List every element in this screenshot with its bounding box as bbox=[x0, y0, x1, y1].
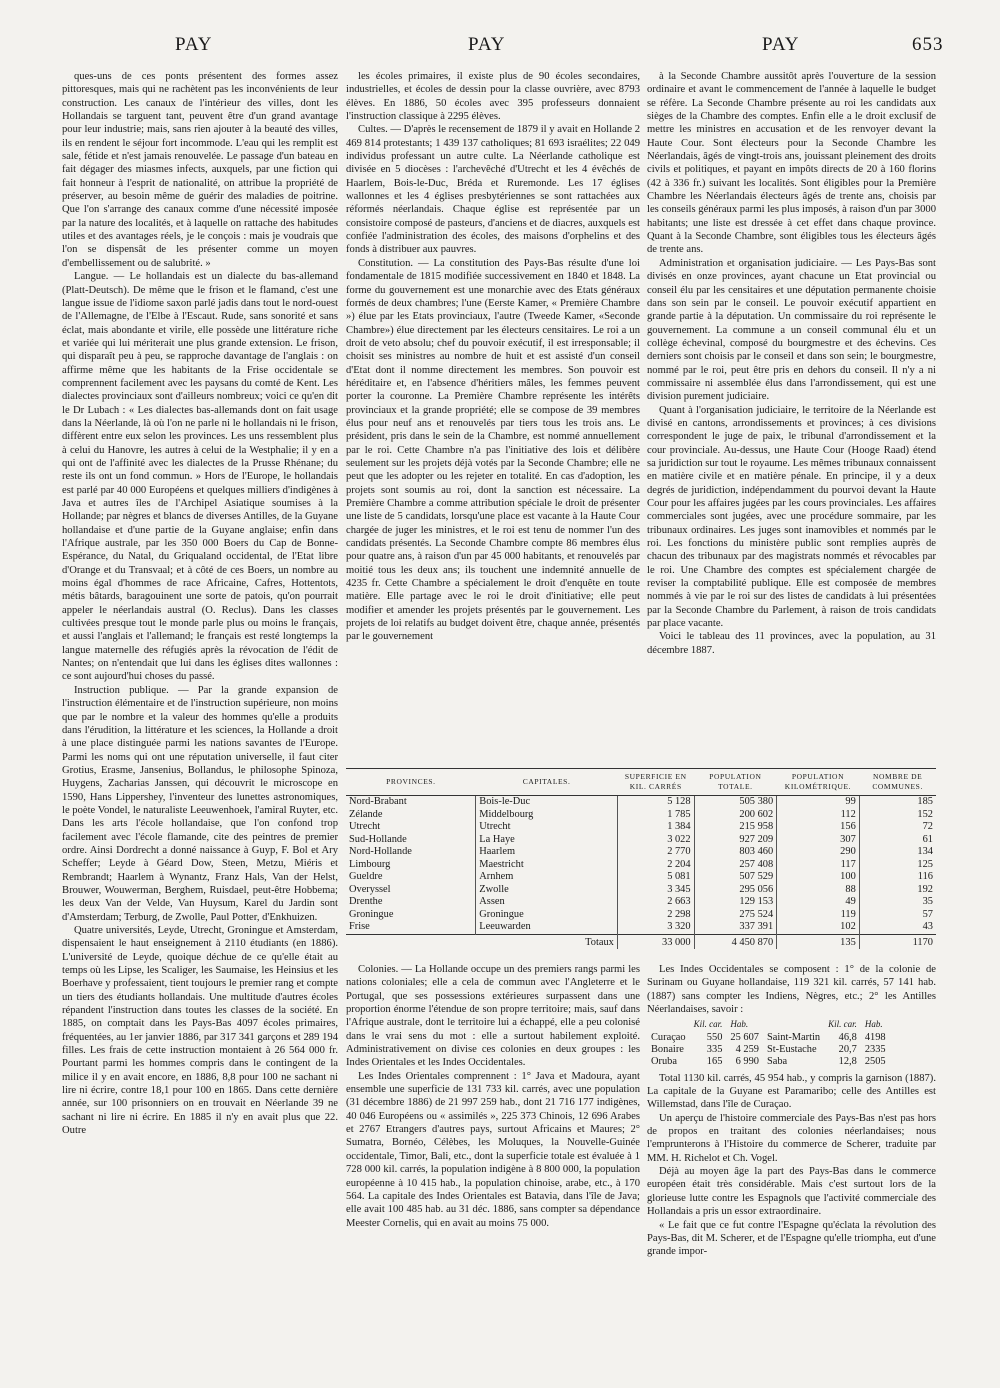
province-cell: Nord-Hollande bbox=[349, 846, 412, 857]
provinces-table bbox=[346, 768, 936, 949]
number-cell: 4198 bbox=[864, 1031, 886, 1043]
number-cell: 102 bbox=[777, 921, 860, 934]
number-cell: 550 bbox=[706, 1031, 723, 1043]
number-cell: 1 785 bbox=[617, 809, 694, 822]
number-cell: 12,8 bbox=[838, 1055, 857, 1067]
table-row bbox=[346, 896, 936, 909]
paragraph: Déjà au moyen âge la part des Pays-Bas dans le commerce européen était très considérable. Mais c'est surtout lors de la glorieuse lutte contre les Espagnols que l'activité commerciale des Hollandais a pris un essor extraordinaire. bbox=[647, 1166, 936, 1218]
number-cell: 112 bbox=[777, 809, 860, 822]
number-cell: 295 056 bbox=[694, 884, 777, 897]
island-cell: Saba bbox=[766, 1055, 788, 1067]
table-header: Hab. bbox=[864, 1019, 883, 1030]
number-cell: 307 bbox=[777, 834, 860, 847]
table-row bbox=[346, 884, 936, 897]
capital-cell: Zwolle bbox=[476, 884, 618, 897]
paragraph: Constitution. — La constitution des Pays-Bas résulte d'une loi fondamentale de 1815 modifiée successivement en 1840 et 1848. La forme du gouvernement est une monarchie avec des Etats généraux formés de deux chambres; l'une (Eerste Kamer, « Première Chambre ») élue par les Etats provinciaux, l'autre (Tweede Kamer, «Seconde Chambre») élue directement par les électeurs censitaires. Le roi a un droit de veto absolu; chef du pouvoir exécutif, il est irresponsable; il choisit ses ministres au nombre de huit et est assisté d'un conseil d'Etat dont il nomme directement les membres. Son pouvoir est héréditaire et, en l'absence d'héritiers mâles, les femmes peuvent porter la couronne. La Première Chambre représente les intérêts provinciaux et la grande propriété; elle se compose de 39 membres élus pour neuf ans et renouvelés par tiers tous les trois ans. Le président, pris dans le sein de la Chambre, est nommé annuellement par le roi. Cette Chambre n'a pas l'initiative des lois et délibère seulement sur les projets déjà votés par la Seconde Chambre; elle ne peut que les adopter ou les rejeter en totalité. En cas d'adoption, les projets sont soumis au roi, dont la sanction est nécessaire. La Première Chambre a comme attribution spéciale le droit de présenter une liste de 5 candidats, lorsqu'une place est vacante à la Haute Cour chargée de juger les ministres, et le roi est tenu de nommer l'un des candidats présentés. La Seconde Chambre compte 86 membres élus pour quatre ans, à raison d'un par 45 000 habitants, et renouvelés par moitié tous les deux ans; ils touchent une indemnité annuelle de 4235 fr. Cette Chambre a spécialement le droit d'enquête en toute matière. Elle partage avec le roi le droit d'initiative; elle peut modifier et amender les projets présentés par le gouvernement. Les projets de loi relatifs au budget doivent être, chaque année, présentés par le gouvernement bbox=[346, 257, 640, 643]
running-head-left: PAY bbox=[175, 34, 213, 55]
number-cell: 505 380 bbox=[694, 796, 777, 809]
capital-cell: Utrecht bbox=[476, 821, 618, 834]
antilles-table bbox=[647, 1018, 890, 1067]
capital-cell: Maestricht bbox=[476, 859, 618, 872]
paragraph: Quant à l'organisation judiciaire, le territoire de la Néerlande est divisé en cantons, arrondissements et provinces; à ces divisions correspondent le juge de paix, le tribunal d'arrondissement et la cour provinciale. Au-dessus, une Haute Cour (Hooge Raad) étend sa juridiction sur tout le royaume. Les mêmes tribunaux connaissent en matière civile et en matière pénale. En principe, il y a deux degrés de juridiction, indépendamment du pourvoi devant la Haute Cour pour les affaires jugées par les cours provinciales. Les affaires commerciales sont jugées, avec une procédure sommaire, par les tribunaux ordinaires. Les juges sont inamovibles et nommés par le roi. Les fonctions du ministère public sont remplies auprès de chacun des tribunaux par des magistrats nommés et révocables par le roi. Une Chambre des comptes est spécialement chargée de reviser la comptabilité publique. Elle est composée de membres nommés à vie par le roi sur des listes de candidats à lui présentées par la Seconde Chambre du Parlement, à raison de trois candidats par place vacante. bbox=[647, 404, 936, 630]
table-row bbox=[346, 821, 936, 834]
table-header: CAPITALES. bbox=[476, 769, 618, 796]
number-cell: 119 bbox=[777, 909, 860, 922]
table-header: SUPERFICIE EN KIL. CARRÉS bbox=[617, 769, 694, 796]
number-cell: 337 391 bbox=[694, 921, 777, 934]
number-cell: 3 320 bbox=[617, 921, 694, 934]
province-cell: Groningue bbox=[349, 908, 394, 920]
number-cell: 185 bbox=[859, 796, 936, 809]
paragraph: Les Indes Orientales comprennent : 1° Java et Madoura, ayant ensemble une superficie de 131 733 kil. carrés, avec une population (31 décembre 1886) de 21 997 259 hab., dont 21 716 177 indigènes, 40 046 Européens ou « assimilés », 225 373 Chinois, 12 696 Arabes et 2767 Etrangers d'autres pays, surtout Africains et Maures; 2° Sumatra, Bornéo, Célèbes, les Moluques, la Nouvelle-Guinée occidentale, Timor, Bali, etc., dont la superficie totale est évaluée à 1 728 000 kil. carrés, la population indigène à 8 800 000, la population européenne à 10 415 hab., la population chinoise, arabe, etc., à 170 564. La capitale des Indes Orientales est Batavia, dans l'île de Java; elle avait 100 485 hab. au 31 déc. 1886, sans compter sa dépendance Meester Cornelis, qui en avait au moins 75 000. bbox=[346, 1070, 640, 1229]
number-cell: 5 128 bbox=[617, 796, 694, 809]
capital-cell: Groningue bbox=[476, 909, 618, 922]
number-cell: 2 204 bbox=[617, 859, 694, 872]
island-cell: Bonaire bbox=[651, 1043, 684, 1055]
number-cell: 2 770 bbox=[617, 846, 694, 859]
column-middle bbox=[346, 70, 640, 745]
province-cell: Sud-Hollande bbox=[349, 833, 407, 845]
paragraph: à la Seconde Chambre aussitôt après l'ouverture de la session ordinaire et avant le commencement de l'année à laquelle le budget se réfère. La Seconde Chambre présente au roi les candidats aux sièges de la Chambre des comptes. Enfin elle a le droit exclusif de mettre les ministres en accusation et de les renvoyer devant la Haute Cour. Sont électeurs pour la Seconde Chambre les Néerlandais, âgés de vingt-trois ans, jouissant pleinement des droits civils et politiques, et payant en impôts directs de 20 à 160 florins (42 à 336 fr.) suivant les localités. Sont éligibles pour la Première Chambre les Néerlandais électeurs âgés de trente ans, choisis par les conseils généraux parmi les plus imposés, à raison d'un par 3000 habitants; une liste est dressée à cet effet dans chaque province. Quant à la Seconde Chambre, sont éligibles tous les électeurs âgés de trente ans. bbox=[647, 71, 936, 256]
province-cell: Utrecht bbox=[349, 821, 381, 832]
number-cell: 25 607 bbox=[730, 1031, 759, 1043]
number-cell: 803 460 bbox=[694, 846, 777, 859]
paragraph: Administration et organisation judiciaire. — Les Pays-Bas sont divisés en onze provinces, ayant chacune un Etat provincial ou conseil élu par les censitaires et une députation permanente choisie dans son sein par le conseil. Le pouvoir exécutif appartient en grande partie à la députation. Un commissaire du roi représente le gouvernement. La commune a un conseil communal élu et un collège échevinal, composé du bourgmestre et des échevins. Ces derniers sont choisis par le conseil et dans son sein; le bourgmestre, nommé par le roi, peut être pris en dehors du conseil. Il n'y a ni commissaire ni assemblée élus dans l'arrondissement, qui est une division purement judiciaire. bbox=[647, 257, 936, 403]
paragraph: Voici le tableau des 11 provinces, avec la population, au 31 décembre 1887. bbox=[647, 631, 936, 656]
number-cell: 4 259 bbox=[735, 1043, 759, 1055]
column-left bbox=[62, 70, 338, 1370]
number-cell: 117 bbox=[777, 859, 860, 872]
paragraph: Les Indes Occidentales se composent : 1° de la colonie de Surinam ou Guyane hollandaise, 119 321 kil. carrés, 57 141 hab. (1887) sans compter les Indiens, Nègres, etc.; 2° les Antilles Néerlandaises, savoir : bbox=[647, 964, 936, 1016]
table-row bbox=[346, 809, 936, 822]
table-header: PROVINCES. bbox=[346, 769, 476, 796]
table-header: Kil. car. bbox=[828, 1019, 857, 1030]
capital-cell: Leeuwarden bbox=[476, 921, 618, 934]
number-cell: 35 bbox=[859, 896, 936, 909]
table-header: POPULATION TOTALE. bbox=[694, 769, 777, 796]
number-cell: 5 081 bbox=[617, 871, 694, 884]
province-cell: Drenthe bbox=[349, 896, 383, 907]
number-cell: 2335 bbox=[864, 1043, 886, 1055]
column-middle-lower bbox=[346, 963, 640, 1363]
paragraph: Colonies. — La Hollande occupe un des premiers rangs parmi les nations coloniales; elle a cela de commun avec l'Angleterre et le Portugal, que ses possessions extérieures surpassent dans une proportion énorme l'étendue de son propre territoire; mais, sauf dans l'Afrique australe, dont le territoire lui a échappé, elle a peu colonisé dans le vrai sens du mot : elle a surtout habilement exploité. Administrativement on divise ces colonies en deux groupes : les Indes Orientales et les Indes Occidentales. bbox=[346, 964, 640, 1069]
number-cell: 72 bbox=[859, 821, 936, 834]
paragraph: ques-uns de ces ponts présentent des formes assez pittoresques, mais qui ne rachètent pas les inconvénients de leur construction. Les canaux de l'intérieur des villes, dont les Hollandais se targuent tant, peuvent être d'un grand avantage pour leur industrie; mais, sans rien ajouter à la beauté des villes, ils en rendent le séjour fort incommode. L'eau qui les remplit est sale, fétide et n'est jamais renouvelée. Le passage d'un bateau en fait dégager des miasmes infects, auxquels, par une fiction qui fait honneur à l'esprit de nationalité, on attribue la propriété de préserver, au besoin même de guérir des maladies de poitrine. Que l'on s'arrange des canaux comme d'une nécessité imposée par la nature des localités, et à laquelle on rattache des habitudes utiles et des avantages réels, je le conçois : mais je voudrais que l'on se dispensât de les présenter comme un moyen d'embellissement ou de salubrité. » bbox=[62, 71, 338, 269]
total-cell: 4 450 870 bbox=[694, 934, 777, 949]
number-cell: 116 bbox=[859, 871, 936, 884]
running-head-middle: PAY bbox=[468, 34, 506, 55]
total-cell: 135 bbox=[777, 934, 860, 949]
number-cell: 257 408 bbox=[694, 859, 777, 872]
table-row bbox=[346, 909, 936, 922]
paragraph: « Le fait que ce fut contre l'Espagne qu'éclata la révolution des Pays-Bas, dit M. Scherer, et de l'Espagne qu'elle triompha, eut d'une grande impor- bbox=[647, 1219, 936, 1258]
table-row bbox=[346, 846, 936, 859]
province-cell: Frise bbox=[349, 921, 370, 932]
page-number: 653 bbox=[912, 34, 944, 55]
running-head-right: PAY bbox=[762, 34, 800, 55]
number-cell: 215 958 bbox=[694, 821, 777, 834]
table-row bbox=[346, 871, 936, 884]
island-cell: Oruba bbox=[651, 1055, 677, 1067]
number-cell: 507 529 bbox=[694, 871, 777, 884]
table-header: NOMBRE DE COMMUNES. bbox=[859, 769, 936, 796]
table-total-row bbox=[346, 934, 936, 949]
number-cell: 88 bbox=[777, 884, 860, 897]
province-cell: Zélande bbox=[349, 808, 383, 820]
paragraph: Un aperçu de l'histoire commerciale des Pays-Bas n'est pas hors de propos en traitant des colonies néerlandaises; nous l'emprunterons à l'Histoire du commerce de Scherer, traduite par MM. H. Richelot et Ch. Vogel. bbox=[647, 1112, 936, 1164]
island-cell: Saint-Martin bbox=[766, 1031, 821, 1043]
table-header-row bbox=[346, 769, 936, 796]
table-header: Hab. bbox=[730, 1019, 749, 1030]
province-cell: Limbourg bbox=[349, 858, 391, 870]
capital-cell: Arnhem bbox=[476, 871, 618, 884]
island-cell: St-Eustache bbox=[766, 1043, 817, 1055]
number-cell: 99 bbox=[777, 796, 860, 809]
number-cell: 927 209 bbox=[694, 834, 777, 847]
number-cell: 46,8 bbox=[838, 1031, 857, 1043]
paragraph: Cultes. — D'après le recensement de 1879 il y avait en Hollande 2 469 814 protestants; 1 439 137 catholiques; 81 693 israélites; 22 049 individus professant un autre culte. La Néerlande catholique est divisée en 5 diocèses : l'archevêché d'Utrecht et les 4 évêchés de Haarlem, Bois-le-Duc, Bréda et Ruremonde. Les 17 églises wallonnes et les 4 églises presbytériennes se sont rattachées aux réformés néerlandais. Chaque église est représentée par un consistoire composé de pasteurs, d'anciens et de diacres, auxquels est confiée l'administration des écoles, des maisons d'orphelins et des fonds à distribuer aux pauvres. bbox=[346, 124, 640, 256]
number-cell: 2505 bbox=[864, 1055, 886, 1067]
table-row bbox=[346, 921, 936, 934]
number-cell: 49 bbox=[777, 896, 860, 909]
table-header: Kil. car. bbox=[693, 1019, 723, 1030]
number-cell: 2 298 bbox=[617, 909, 694, 922]
number-cell: 134 bbox=[859, 846, 936, 859]
province-cell: Nord-Brabant bbox=[349, 796, 407, 807]
capital-cell: Haarlem bbox=[476, 846, 618, 859]
number-cell: 152 bbox=[859, 809, 936, 822]
column-right-lower bbox=[647, 963, 936, 1363]
total-label: Totaux bbox=[476, 934, 618, 949]
number-cell: 335 bbox=[706, 1043, 723, 1055]
province-cell: Gueldre bbox=[349, 871, 383, 882]
table-header-row bbox=[647, 1018, 890, 1031]
capital-cell: Assen bbox=[476, 896, 618, 909]
table-header: POPULATION KILOMÉTRIQUE. bbox=[777, 769, 860, 796]
table-header bbox=[647, 1018, 690, 1031]
table-cell bbox=[346, 934, 476, 949]
number-cell: 57 bbox=[859, 909, 936, 922]
paragraph: Total 1130 kil. carrés, 45 954 hab., y compris la garnison (1887). La capitale de la Guyane est Paramaribo; celle des Antilles est Willemstad, dans l'île de Curaçao. bbox=[647, 1072, 936, 1111]
total-cell: 1170 bbox=[859, 934, 936, 949]
table-row bbox=[346, 859, 936, 872]
number-cell: 129 153 bbox=[694, 896, 777, 909]
capital-cell: La Haye bbox=[476, 834, 618, 847]
number-cell: 61 bbox=[859, 834, 936, 847]
paragraph: Langue. — Le hollandais est un dialecte du bas-allemand (Platt-Deutsch). De même que le frison et le flamand, c'est une langue issue de l'idiome saxon parlé jadis dans tout le nord-ouest de l'Allemagne, de l'Elbe à l'Escaut. Rude, sans sonorité et sans éclat, mais abondante et virile, elle possède une littérature riche et variée qui lui mériterait une plus grande extension. Le frison, qui disparaît peu à peu, se rapproche davantage de l'anglais : on affirme même que les habitants de la Frise occidentale se comprennent facilement avec les paysans du comté de Kent. Les dialectes provinciaux sont d'ailleurs nombreux; voici ce qu'en dit le Dr Lubach : « Les dialectes bas-allemands dont on fait usage dans la Néerlande, là où l'on ne parle ni le hollandais ni le frison, diffèrent entre eux selon les provinces. Les uns ressemblent plus à celui du Hanovre, les autres à celui de la Westphalie; il y en a qui ont de l'affinité avec les dialectes de la Prusse Rhénane; du reste ils ont un fond commun. » Hors de l'Europe, le hollandais est parlé par 40 000 Européens et quelques milliers d'indigènes à Java et autres îles de l'Archipel Asiatique soumises à la Hollande; par nègres et blancs de diverses Antilles, de la Guyane hollandaise et d'une partie de la Guyane anglaise; enfin dans l'Afrique australe, par les 350 000 Boers du Cap de Bonne-Espérance, du Natal, du Griqualand occidental, de l'Etat libre d'Orange et du Transvaal; et à côté de ces Boers, un nombre au moins égal d'hommes de race Africaine, Cafres, Hottentots, métis bâtards, baragouinent une sorte de patois, qu'on pourrait appeler le néerlandais austral (O. Reclus). Dans les classes cultivées presque tout le monde parle plus ou moins le français, et aussi l'anglais et l'allemand; le français est resté longtemps la langue maternelle des réfugiés après la révocation de l'édit de Nantes; on n'entendait que lui dans les églises dites wallonnes : ce sont aujourd'hui choses du passé. bbox=[62, 271, 338, 683]
table-row bbox=[346, 834, 936, 847]
paragraph: Quatre universités, Leyde, Utrecht, Groningue et Amsterdam, dispensaient le haut enseignement à 2110 étudiants (en 1886). L'université de Leyde, quoique déchue de ce qu'elle était au temps où les Lipse, les Scaliger, les Saumaise, les Heinsius et les Boerhave y professaient, tient toujours le premier rang et compte un tiers des étudiants hollandais. Une multitude d'autres écoles répandent l'instruction dans toutes les classes de la société. En 1885, on comptait dans les Pays-Bas 4097 écoles primaires, fréquentées, au 1er janvier 1886, par 317 341 garçons et 289 194 filles. Les frais de cette instruction montaient à 26 564 000 fr. Pourtant parmi les hommes compris dans le contingent de la milice il y en avait encore, en 1886, 8,8 pour 100 ne sachant ni lire ni écrire, contre 18,1 pour 100 en 1865. Dans cette dernière année, sur 100 prisonniers on en trouvait en Néerlande 39 ne sachant ni lire ni écrire. En 1885 il n'y en avait plus que 22. Outre bbox=[62, 925, 338, 1137]
capital-cell: Middelbourg bbox=[476, 809, 618, 822]
paragraph: Instruction publique. — Par la grande expansion de l'instruction élémentaire et de l'instruction supérieure, non moins que par le nombre et la valeur des hommes qu'elle a produits dans l'érudition, la littérature et les sciences, la Hollande a droit à une place distinguée parmi les nations savantes de l'Europe. Parmi les noms qui ont une réputation universelle, il faut citer Grotius, Erasme, Jansenius, Bollandus, le philosophe Spinoza, Huygens, Zacharias Janssen, qui découvrit le microscope en 1590, Hans Lippershey, l'inventeur des lunettes astronomiques, le poète Vondel, le naturaliste Leeuwenhoek, l'amiral Ruyter, etc. Dans les arts l'école hollandaise, que l'on confond trop facilement avec l'école flamande, cite des peintres de premier ordre. Ainsi Dordrecht a donné naissance à Guyp, F. Bol et Ary Scheffer; Leyde à Géard Dow, Steen, Metzu, Miéris et Rembrandt; Haarlem à Wynantz, Franz Hals, Van der Helst, Brouwer, Wouwerman, Berghem, Ruisdael, peut-être Hobbema; les deux Van der Velde, Van Huysum, Karel du Jardin sont d'Amsterdam; Terburg, de Zwolle, Paul Potter, d'Enkhuizen. bbox=[62, 684, 338, 923]
number-cell: 156 bbox=[777, 821, 860, 834]
table-row bbox=[647, 1032, 890, 1044]
number-cell: 3 345 bbox=[617, 884, 694, 897]
number-cell: 1 384 bbox=[617, 821, 694, 834]
province-cell: Overyssel bbox=[349, 883, 391, 895]
table-row bbox=[647, 1056, 890, 1068]
number-cell: 43 bbox=[859, 921, 936, 934]
paragraph: les écoles primaires, il existe plus de 90 écoles secondaires, industrielles, et écoles de dessin pour la classe ouvrière, avec 8793 élèves. En 1886, 50 écoles avec 395 professeurs donnaient l'instruction classique à 2295 élèves. bbox=[346, 71, 640, 123]
total-cell: 33 000 bbox=[617, 934, 694, 949]
number-cell: 100 bbox=[777, 871, 860, 884]
number-cell: 2 663 bbox=[617, 896, 694, 909]
column-right bbox=[647, 70, 936, 750]
number-cell: 275 524 bbox=[694, 909, 777, 922]
capital-cell: Bois-le-Duc bbox=[476, 796, 618, 809]
number-cell: 192 bbox=[859, 884, 936, 897]
number-cell: 20,7 bbox=[838, 1043, 857, 1055]
number-cell: 200 602 bbox=[694, 809, 777, 822]
number-cell: 125 bbox=[859, 859, 936, 872]
number-cell: 290 bbox=[777, 846, 860, 859]
number-cell: 3 022 bbox=[617, 834, 694, 847]
table-header bbox=[763, 1018, 824, 1031]
table-row bbox=[346, 796, 936, 809]
island-cell: Curaçao bbox=[651, 1031, 686, 1043]
number-cell: 165 bbox=[706, 1055, 723, 1067]
table-row bbox=[647, 1044, 890, 1056]
number-cell: 6 990 bbox=[735, 1055, 759, 1067]
